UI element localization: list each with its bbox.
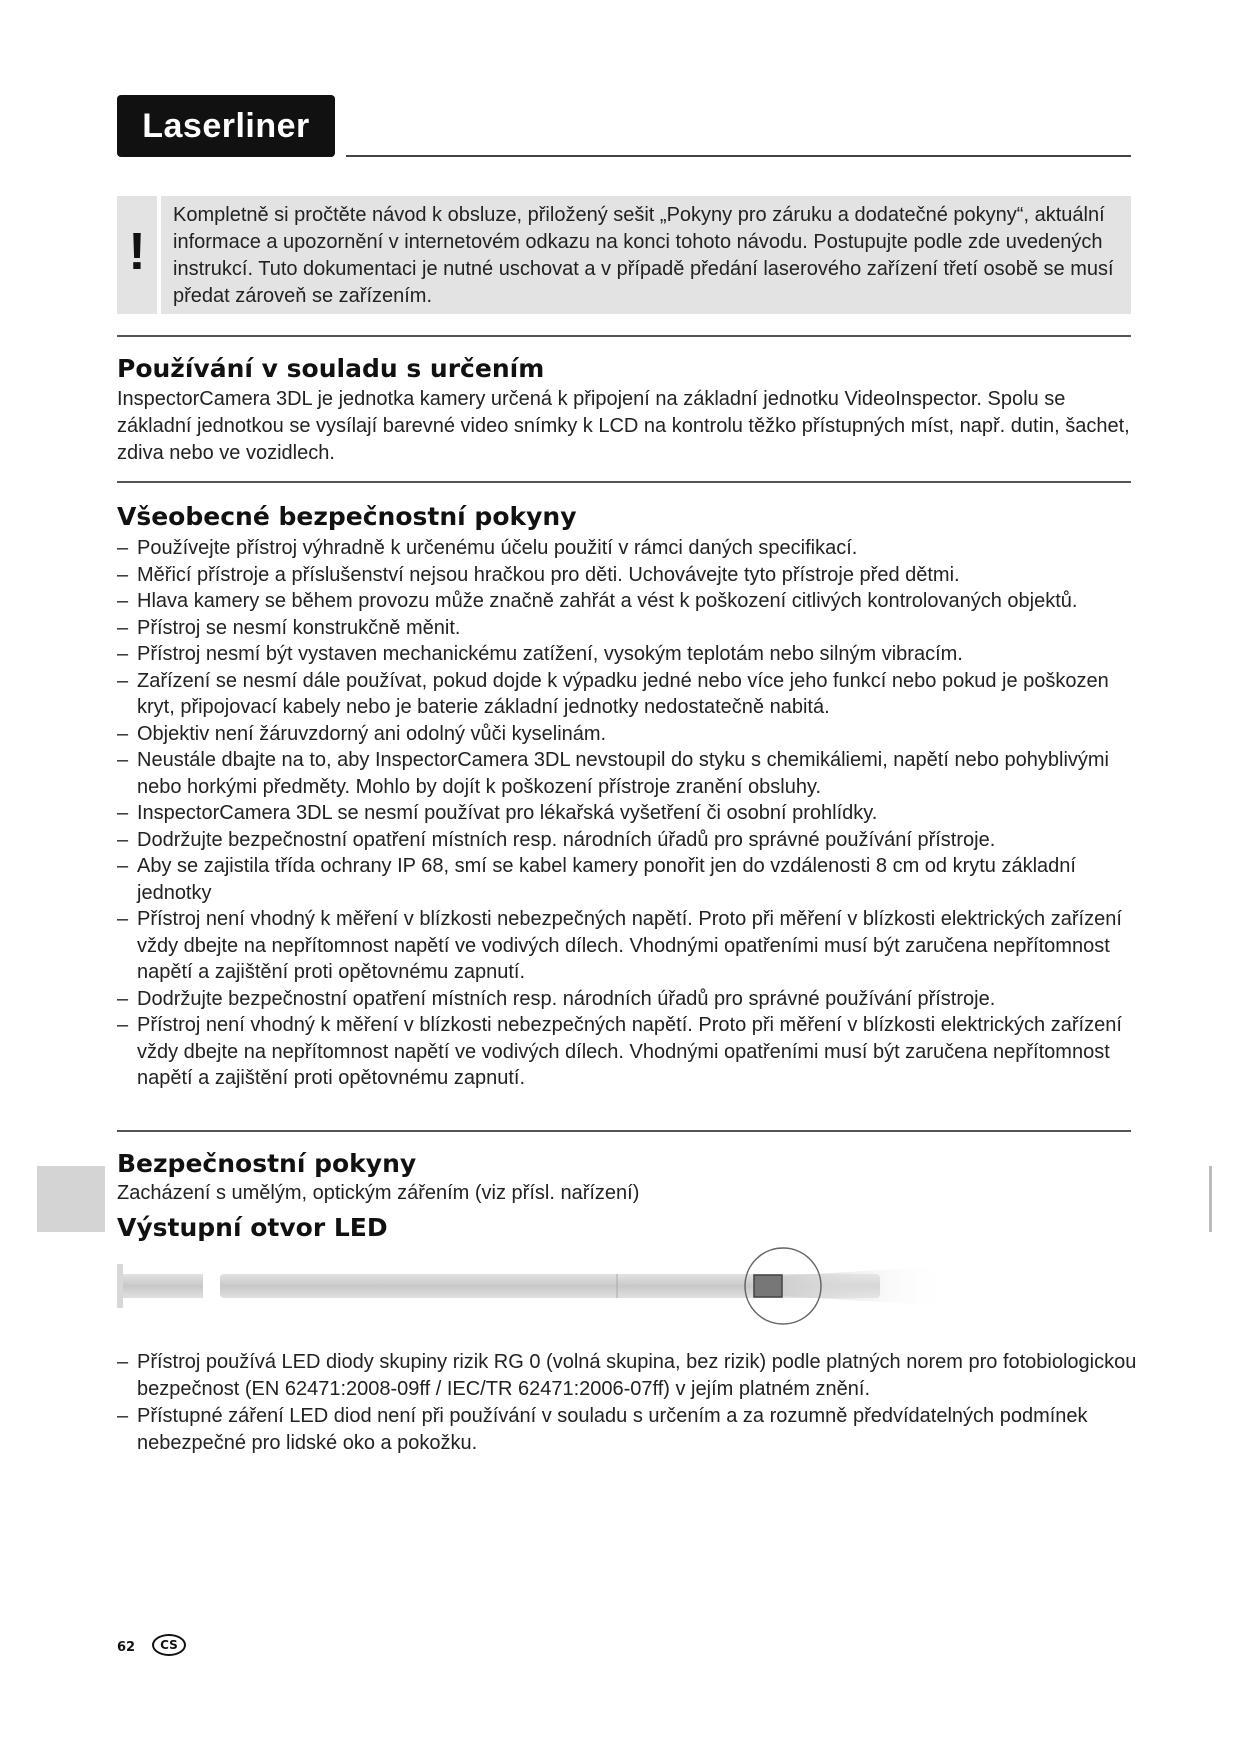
list-item: – Neustále dbajte na to, aby InspectorCamera 3DL nevstoupil do styku s chemikáliemi, napětí nebo pohyblivými nebo horkými předměty. Mohlo by dojít k poškození přístroje zranění obsluhy. — [117, 747, 1142, 800]
list-item: – InspectorCamera 3DL se nesmí používat pro lékařská vyšetření či osobní prohlídky. — [117, 800, 1142, 827]
list-item: – Přístroj se nesmí konstrukčně měnit. — [117, 615, 1142, 642]
warning-text: Kompletně si pročtěte návod k obsluze, přiložený sešit „Pokyny pro záruku a dodatečné pokyny“, aktuální informace a upozornění v internetovém odkazu na konci tohoto návodu. Postupujte podle zde uvedených instrukcí. Tuto dokumentaci je nutné uschovat a v případě předání laserového zařízení třetí osobě se musí předat zároveň se zařízením. — [173, 204, 1114, 307]
exclamation-icon: ! — [128, 223, 146, 281]
warning-box — [117, 196, 1131, 314]
list-item: – Dodržujte bezpečnostní opatření místních resp. národních úřadů pro správné používání přístroje. — [117, 827, 1142, 854]
list-item: – Přístroj používá LED diody skupiny rizik RG 0 (volná skupina, bez rizik) podle platných norem pro fotobiologickou bezpečnost (EN 62471:2008-09ff / IEC/TR 62471:2006-07ff) v jejím platném znění. — [117, 1349, 1142, 1403]
list-item: – Aby se zajistila třída ochrany IP 68, smí se kabel kamery ponořit jen do vzdálenosti 8 cm od krytu základní jednotky — [117, 853, 1142, 906]
safety-subtext: Zacházení s umělým, optickým zářením (viz přísl. nařízení) — [117, 1182, 640, 1204]
list-item: – Zařízení se nesmí dále používat, pokud dojde k výpadku jedné nebo více jeho funkcí nebo pokud je poškozen kryt, připojovací kabely nebo je baterie základní jednotky nedostatečně nabitá. — [117, 668, 1142, 721]
rod-segment — [123, 1274, 203, 1298]
intended-use-heading: Používání v souladu s určením — [117, 354, 545, 383]
section-divider — [117, 335, 1131, 337]
warning-text-box — [161, 196, 1131, 314]
safety-heading: Bezpečnostní pokyny — [117, 1149, 417, 1178]
list-item: – Přístupné záření LED diod není při používání v souladu s určením a za rozumně předvídatelných podmínek nebezpečné pro lidské oko a pokožku. — [117, 1403, 1142, 1457]
list-item: – Měřicí přístroje a příslušenství nejsou hračkou pro děti. Uchovávejte tyto přístroje před dětmi. — [117, 562, 1142, 589]
list-item: – Přístroj nesmí být vystaven mechanickému zatížení, vysokým teplotám nebo silným vibracím. — [117, 641, 1142, 668]
section-divider — [117, 481, 1131, 483]
language-badge: CS — [152, 1634, 186, 1656]
list-item: – Objektiv není žáruvzdorný ani odolný vůči kyselinám. — [117, 721, 1142, 748]
page-edge-marker — [1209, 1166, 1212, 1232]
general-safety-heading: Všeobecné bezpečnostní pokyny — [117, 502, 577, 531]
header-rule — [346, 155, 1131, 157]
led-head — [754, 1275, 782, 1297]
list-item: – Přístroj není vhodný k měření v blízkosti nebezpečných napětí. Proto při měření v blízkosti elektrických zařízení vždy dbejte na nepřítomnost napětí ve vodivých dílech. Vhodnými opatřeními musí být zaručena nepřítomnost napětí a zajištění proti opětovnému zapnutí. — [117, 906, 1142, 986]
list-item: – Dodržujte bezpečnostní opatření místních resp. národních úřadů pro správné používání přístroje. — [117, 986, 1142, 1013]
list-item: – Používejte přístroj výhradně k určenému účelu použití v rámci daných specifikací. — [117, 535, 1142, 562]
camera-led-illustration — [117, 1238, 947, 1338]
rod-cap — [117, 1264, 123, 1308]
intended-use-text: InspectorCamera 3DL je jednotka kamery určená k připojení na základní jednotku VideoInspector. Spolu se základní jednotkou se vysílají barevné video snímky k LCD na kontrolu těžko přístupných míst, např. dutin, šachet, zdiva nebo ve vozidlech. — [117, 388, 1130, 464]
page-number: 62 — [117, 1640, 136, 1655]
led-heading: Výstupní otvor LED — [117, 1213, 388, 1242]
section-divider — [117, 1130, 1131, 1132]
list-item: – Hlava kamery se během provozu může značně zahřát a vést k poškození citlivých kontrolovaných objektů. — [117, 588, 1142, 615]
list-item: – Přístroj není vhodný k měření v blízkosti nebezpečných napětí. Proto při měření v blízkosti elektrických zařízení vždy dbejte na nepřítomnost napětí ve vodivých dílech. Vhodnými opatřeními musí být zaručena nepřítomnost napětí a zajištění proti opětovnému zapnutí. — [117, 1012, 1142, 1092]
led-safety-list — [117, 1349, 1142, 1457]
warning-mark-box — [117, 196, 157, 314]
brand-logo: Laserliner — [117, 95, 335, 157]
led-beam — [782, 1266, 947, 1306]
chapter-tab — [37, 1166, 105, 1232]
general-safety-list — [117, 535, 1142, 1092]
